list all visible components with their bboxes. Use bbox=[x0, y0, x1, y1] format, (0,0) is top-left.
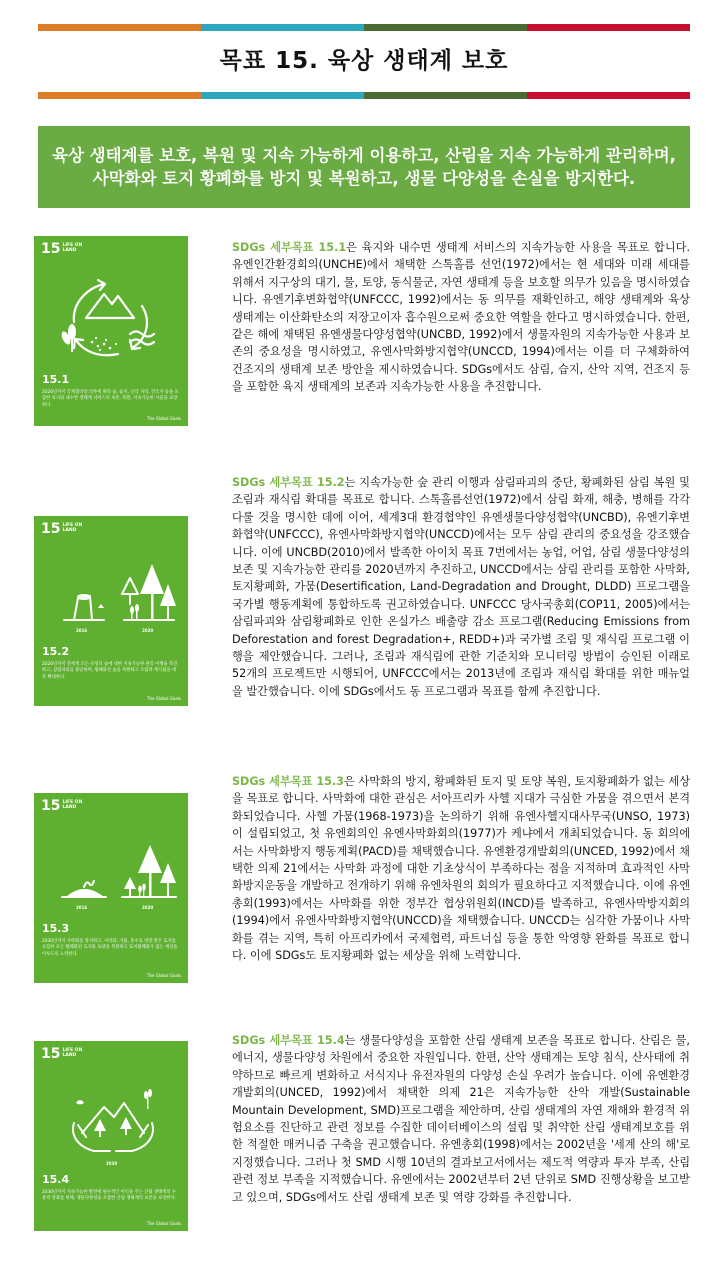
target-description: 2030년까지 사막화를 방지하고, 사막화, 가뭄, 홍수로 영향 받은 토지를 포함한 모든 황폐화된 토지와 토양을 복원하고 토지황폐화가 없는 세상을 이루도록 노력한다. bbox=[42, 939, 178, 957]
target-number: 15.1 bbox=[42, 373, 70, 386]
card-header bbox=[41, 242, 84, 256]
target-card-15-4 bbox=[34, 1041, 188, 1231]
card-footer: The Global Goals bbox=[147, 973, 181, 978]
year-label: 2020 bbox=[142, 628, 154, 633]
target-number: 15.2 bbox=[42, 645, 70, 658]
target-card-15-1 bbox=[34, 236, 188, 426]
forest-restoration-icon bbox=[34, 538, 188, 628]
section-body: 는 생물다양성을 포함한 산림 생태계 보존을 목표로 합니다. 산림은 물, 에너지, 생물다양성 차원에서 중요한 자원입니다. 한편, 산악 생태계는 토양 침식, 산사태에 취약하므로 빠르게 변화하고 서식지나 유전자원의 다양성 손실 우려가 높습니다. 이에 유엔환경개발회의(UNCED, 1992)에서 채택한 의제 21은 지속가능한 산악 개발(Sustainable Mountain Development, SMD)프로그램을 제안하며, 산림 생태계의 자연 재해와 환경적 위험요소를 진단하고 관련 정보를 수집한 데이터베이스의 설립 및 취약한 산림 생태계보호를 위한 적절한 매커니즘 구축을 권고했습니다. 유엔총회(1998)에서는 2002년을 '세계 산의 해'로 지정했습니다. 그러나 첫 SMD 시행 10년의 결과보고서에서는 제도적 역량과 투자 부족, 산림 관련 정보 부족을 지적했습니다. 유엔에서는 2002년부터 2년 단위로 SMD 진행상황을 보고받고 있으며, SDGs에서도 산림 생태계 보존 및 역량 강화를 추진합니다. bbox=[232, 1034, 690, 1204]
target-description: 2020년까지 전세계 모든 유형의 숲에 대한 지속가능한 관리 이행을 촉진하고, 삼림파괴를 중단하며, 황폐화된 숲을 복원하고 조림과 재식림을 대폭 확대한다. bbox=[42, 662, 178, 680]
section-text-15-4 bbox=[232, 1032, 690, 1206]
goal-label: LIFE ON LAND bbox=[62, 523, 83, 533]
bottom-color-stripe bbox=[38, 92, 690, 99]
section-body: 은 사막화의 방지, 황폐화된 토지 및 토양 복원, 토지황폐화가 없는 세상을 목표로 합니다. 사막화에 대한 관심은 서아프리카 사헬 지대가 극심한 가뭄을 겪으면서 본격화되었습니다. 사헬 가뭄(1968-1973)을 논의하기 위해 유엔사헬지대사무국(UNSO, 1973)이 설립되었고, 첫 유엔회의인 유엔사막화회의(1977)가 케냐에서 개최되었습니다. 동 회의에서는 사막화방지 행동계획(PACD)를 채택했습니다. 유엔환경개발회의(UNCED, 1992)에서 채택한 의제 21에서는 사막화 과정에 대한 기초상식이 부족하다는 점을 지적하며 효과적인 사막화방지운동을 개발하고 전개하기 위해 유엔차원의 회의가 필요하다고 지적했습니다. 이에 유엔총회(1993)에서는 사막화를 위한 정부간 협상위원회(INCD)를 발족하고, 유엔사막방지회의(1994)에서 유엔사막화방지협약(UNCCD)을 채택했습니다. UNCCD는 심각한 가뭄이나 사막화를 겪는 지역, 특히 아프리카에서 국제협력, 파트너십 등을 통한 악영향 완화를 목표로 합니다. 이에 SDGs도 토지황폐화 없는 세상을 위해 노력합니다. bbox=[232, 775, 690, 963]
target-card-15-2 bbox=[34, 516, 188, 706]
card-footer: The Global Goals bbox=[147, 1221, 181, 1226]
card-header bbox=[41, 1047, 84, 1061]
goal-number: 15 bbox=[41, 521, 61, 537]
top-color-stripe bbox=[38, 24, 690, 31]
goal-label: LIFE ON LAND bbox=[62, 243, 83, 253]
year-label: 2030 bbox=[106, 1161, 118, 1166]
section-lead: SDGs 세부목표 15.3 bbox=[232, 775, 344, 788]
target-number: 15.3 bbox=[42, 922, 70, 935]
goal-number: 15 bbox=[41, 241, 61, 257]
section-body: 은 육지와 내수면 생태계 서비스의 지속가능한 사용을 목표로 합니다. 유엔인간환경회의(UNCHE)에서 채택한 스톡홀름 선언(1972)에서는 현 세대와 미래 세대를 위해서 지구상의 대기, 물, 토양, 동식물군, 자연 생태계 등을 보호할 의무가 있음을 명시하였습니다. 유엔기후변화협약(UNFCCC, 1992)에서는 동 의무를 재확인하고, 해양 생태계와 육상 생태계는 이산화탄소의 저장고이자 흡수원으로써 중요한 역할을 한다고 명시하였습니다. 한편, 같은 해에 채택된 유엔생물다양성협약(UNCBD, 1992)에서 생물자원의 지속가능한 사용과 보존의 중요성을 명시하였고, 유엔사막화방지협약(UNCCD, 1994)에서는 이를 더 구체화하여 건조지의 생태계 보존 방안을 제시하였습니다. SDGs에서도 삼림, 습지, 산악 지역, 건조지 등을 포함한 육지 생태계의 보존과 지속가능한 사용을 추진합니다. bbox=[232, 241, 690, 394]
target-description: 2030년까지 지속가능한 발전에 필수적인 이익을 주는 산림 생태계의 수용력 강화를 위해, 생물다양성을 포함한 산림 생태계의 보존을 보장한다. bbox=[42, 1190, 177, 1202]
target-description: 2020년까지 국제협약상 의무에 따라 숲, 습지, 산악 지역, 건조지 등을 포함한 육지와 내수면 생태계 서비스의 보존, 복원, 지속가능한 사용을 보장한다. bbox=[42, 390, 179, 408]
year-label: 2020 bbox=[142, 905, 154, 910]
card-footer: The Global Goals bbox=[147, 416, 181, 421]
card-header bbox=[41, 522, 84, 536]
section-lead: SDGs 세부목표 15.1 bbox=[232, 241, 347, 254]
card-footer: The Global Goals bbox=[147, 696, 181, 701]
section-text-15-1 bbox=[232, 239, 690, 396]
section-lead: SDGs 세부목표 15.2 bbox=[232, 476, 345, 489]
ecosystem-cycle-icon bbox=[34, 258, 188, 370]
year-label: 2016 bbox=[76, 628, 88, 633]
goal-label: LIFE ON LAND bbox=[62, 800, 83, 810]
section-text-15-2 bbox=[232, 474, 690, 700]
section-lead: SDGs 세부목표 15.4 bbox=[232, 1034, 345, 1047]
goal-banner-text: 육상 생태계를 보호, 복원 및 지속 가능하게 이용하고, 산림을 지속 가능하게 관리하며, 사막화와 토지 황폐화를 방지 및 복원하고, 생물 다양성을 손실을 방지한다. bbox=[52, 146, 676, 188]
section-body: 는 지속가능한 숲 관리 이행과 삼림파괴의 중단, 황폐화된 삼림 복원 및 조림과 재식림 확대를 목표로 합니다. 스톡홀름선언(1972)에서 삼림 화재, 해충, 병해를 각각 다룰 것을 명시한 데에 이어, 세계3대 환경협약인 유엔생물다양성협약(UNCBD), 유엔기후변화협약(UNFCCC), 유엔사막화방지협약(UNCCD)에서는 모두 삼림 관리의 중요성을 강조했습니다. 이에 UNCBD(2010)에서 발족한 아이치 목표 7번에서는 농업, 어업, 삼림 생물다양성의 보존 및 지속가능한 관리를 2020년까지 추진하고, UNCCD에서는 삼림 관리를 포함한 사막화, 토지황폐화, 가뭄(Desertification, Land-Degradation and Drought, DLDD) 프로그램을 국가별 행동계획에 통합하도록 권고하였습니다. UNFCCC 당사국총회(COP11, 2005)에서는 삼림파괴와 삼림황폐화로 인한 온실가스 배출량 감소 프로그램(Reducing Emissions from Deforestation and forest Degradation+, REDD+)과 국가별 조림 및 재식림 프로그램 이행을 제안했습니다. 그러나, 조림과 재식림에 관한 기준치와 모니터링 방법이 승인된 이래로 52개의 프로젝트만 시행되어, UNFCCC에서는 2013년에 조림과 재식림 확대를 위한 매뉴얼을 발간했습니다. 이에 SDGs에서도 동 프로그램과 목표를 함께 추진합니다. bbox=[232, 476, 690, 698]
land-restoration-icon bbox=[34, 815, 188, 905]
goal-label: LIFE ON LAND bbox=[62, 1048, 83, 1058]
goal-number: 15 bbox=[41, 798, 61, 814]
goal-banner bbox=[38, 126, 690, 208]
section-text-15-3 bbox=[232, 773, 690, 964]
target-number: 15.4 bbox=[42, 1173, 70, 1186]
goal-number: 15 bbox=[41, 1046, 61, 1062]
page-title: 목표 15. 육상 생태계 보호 bbox=[219, 48, 509, 74]
year-label: 2016 bbox=[76, 905, 88, 910]
mountain-ecosystem-icon bbox=[34, 1063, 188, 1159]
target-card-15-3 bbox=[34, 793, 188, 983]
card-header bbox=[41, 799, 84, 813]
